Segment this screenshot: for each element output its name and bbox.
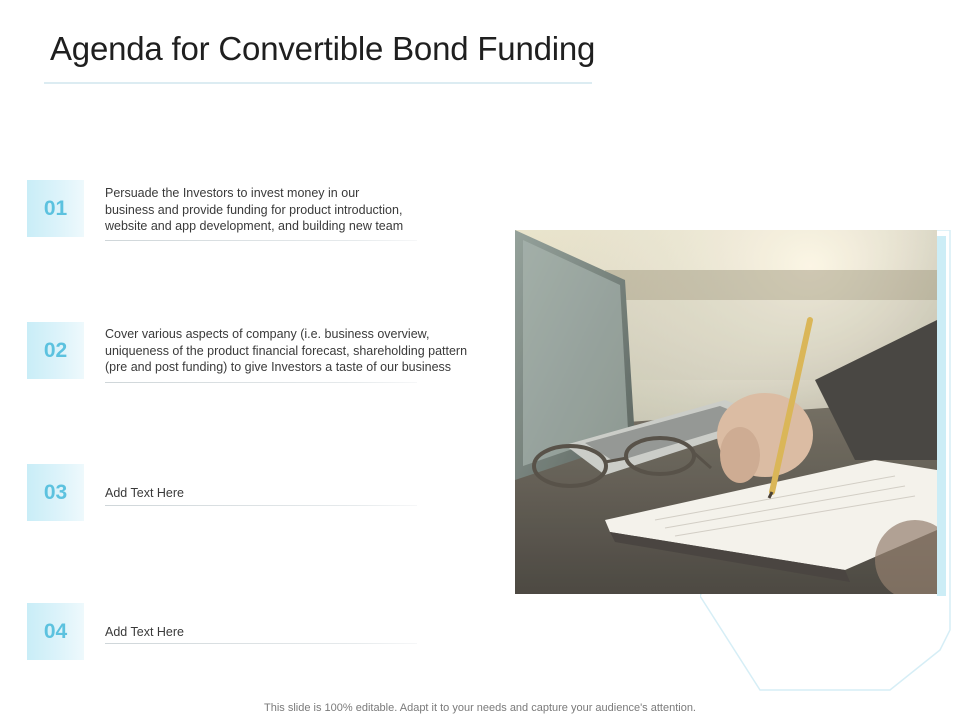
agenda-item-03-divider xyxy=(105,505,417,506)
agenda-item-04-divider xyxy=(105,643,417,644)
agenda-item-01-text xyxy=(105,185,505,235)
agenda-item-02-line-2: uniqueness of the product financial forecast, shareholding pattern xyxy=(105,343,468,358)
agenda-item-04-text xyxy=(105,624,505,641)
title-underline xyxy=(44,82,592,84)
agenda-item-02-text xyxy=(105,326,505,376)
agenda-item-02-line-3: (pre and post funding) to give Investors a taste of our business xyxy=(105,360,452,374)
agenda-item-01-line-1: Persuade the Investors to invest money in our xyxy=(105,186,360,200)
agenda-item-01-line-2: business and provide funding for product introduction, xyxy=(105,202,403,217)
agenda-number-04: 04 xyxy=(27,603,84,660)
agenda-item-04-line-1: Add Text Here xyxy=(105,625,184,639)
agenda-item-03-text xyxy=(105,485,505,502)
agenda-number-01: 01 xyxy=(27,180,84,237)
agenda-number-02: 02 xyxy=(27,322,84,379)
workspace-photo xyxy=(515,230,937,594)
agenda-number-03: 03 xyxy=(27,464,84,521)
slide-title: Agenda for Convertible Bond Funding xyxy=(50,30,596,67)
agenda-item-01-line-3: website and app development, and building new team xyxy=(105,219,404,233)
footer-note: This slide is 100% editable. Adapt it to your needs and capture your audience's attention. xyxy=(264,702,696,714)
agenda-item-02-line-1: Cover various aspects of company (i.e. business overview, xyxy=(105,327,430,341)
agenda-item-03-line-1: Add Text Here xyxy=(105,486,184,500)
agenda-item-01-divider xyxy=(105,240,417,241)
agenda-item-02-divider xyxy=(105,382,417,383)
photo-accent-strip xyxy=(937,236,946,596)
